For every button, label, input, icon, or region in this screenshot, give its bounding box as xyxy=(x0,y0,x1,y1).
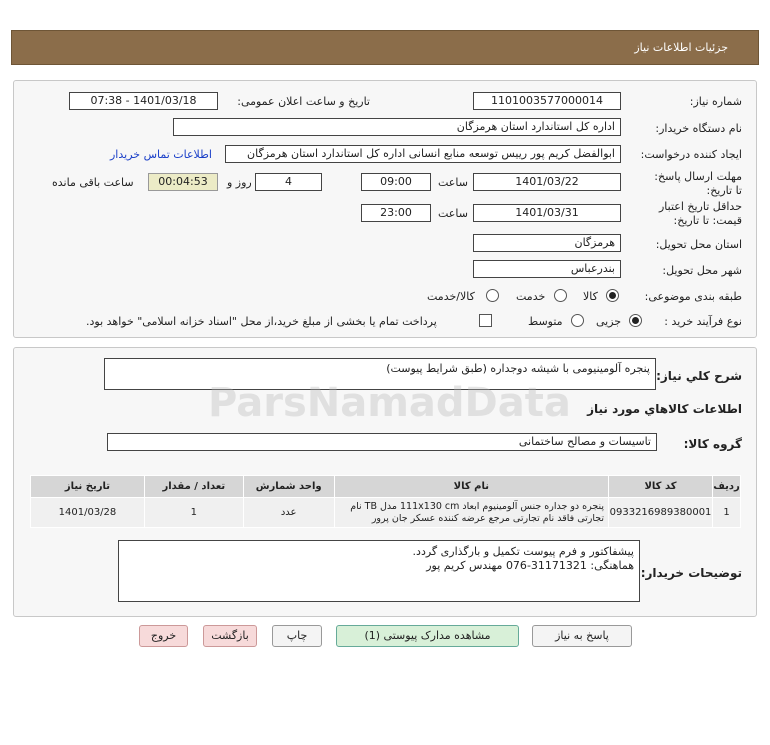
cell-unit: عدد xyxy=(243,498,334,528)
contact-info-link[interactable]: اطلاعات تماس خریدار xyxy=(110,148,212,161)
attachments-button[interactable]: مشاهده مدارک پیوستی (1) xyxy=(336,625,519,647)
category-option-service: خدمت xyxy=(516,290,546,303)
goods-group-label: گروه کالا: xyxy=(683,437,742,451)
buyer-org-label: نام دستگاه خریدار: xyxy=(655,122,742,135)
print-button[interactable]: چاپ xyxy=(272,625,322,647)
back-button[interactable]: بازگشت xyxy=(203,625,257,647)
process-radio-minor[interactable] xyxy=(629,314,642,327)
col-code: کد کالا xyxy=(609,476,713,498)
goods-group-field: تاسیسات و مصالح ساختمانی xyxy=(107,433,657,451)
buyer-notes-line-1: پیشفاکتور و فرم پیوست تکمیل و بارگذاری گردد. xyxy=(412,545,634,558)
buyer-notes-label: توضیحات خریدار: xyxy=(640,566,742,580)
category-option-goods: کالا xyxy=(583,290,598,303)
process-option-medium: متوسط xyxy=(528,315,563,328)
table-header-row xyxy=(31,476,741,498)
col-unit: واحد شمارش xyxy=(243,476,334,498)
category-radio-both[interactable] xyxy=(486,289,499,302)
creator-field: ابوالفضل کریم پور رییس توسعه منابع انسانی اداره کل استاندارد استان هرمزگان xyxy=(225,145,621,163)
reply-time-label: ساعت xyxy=(438,176,468,189)
buyer-notes-field xyxy=(118,540,640,602)
cell-date: 1401/03/28 xyxy=(31,498,145,528)
days-field: 4 xyxy=(255,173,322,191)
creator-label: ایجاد کننده درخواست: xyxy=(640,148,742,161)
watermark: ParsNamadData xyxy=(208,380,571,426)
province-field: هرمزگان xyxy=(473,234,621,252)
treasury-payment-note: پرداخت تمام یا بخشی از مبلغ خرید،از محل "اسناد خزانه اسلامی" خواهد بود. xyxy=(86,315,437,328)
col-row: ردیف xyxy=(713,476,741,498)
cell-code: 0933216989380001 xyxy=(609,498,713,528)
treasury-payment-checkbox[interactable] xyxy=(479,314,492,327)
items-section-title: اطلاعات کالاهاي مورد نياز xyxy=(587,402,742,416)
category-option-both: کالا/خدمت xyxy=(427,290,475,303)
cell-qty: 1 xyxy=(144,498,243,528)
city-field: بندرعباس xyxy=(473,260,621,278)
announce-field: 1401/03/18 - 07:38 xyxy=(69,92,218,110)
days-label: روز و xyxy=(227,176,252,189)
validity-time-field: 23:00 xyxy=(361,204,431,222)
col-qty: تعداد / مقدار xyxy=(144,476,243,498)
page-title: جزئیات اطلاعات نیاز xyxy=(634,41,728,54)
reply-date-field: 1401/03/22 xyxy=(473,173,621,191)
col-name: نام کالا xyxy=(334,476,608,498)
category-radio-service[interactable] xyxy=(554,289,567,302)
need-number-field: 1101003577000014 xyxy=(473,92,621,110)
reply-time-field: 09:00 xyxy=(361,173,431,191)
cell-name: پنجره دو جداره جنس آلومینیوم ابعاد 111x130 cm مدل TB نام تجارتی فاقد نام تجارتی مرجع عرضه کننده عسکر جان پرور xyxy=(334,498,608,528)
process-option-minor: جزیی xyxy=(596,315,622,328)
price-validity-label: حداقل تاریخ اعتبار قیمت: تا تاریخ: xyxy=(658,200,742,227)
table-row[interactable] xyxy=(31,498,741,528)
page-header xyxy=(11,30,759,65)
category-label: طبقه بندی موضوعی: xyxy=(644,290,742,303)
buyer-org-field: اداره کل استاندارد استان هرمزگان xyxy=(173,118,621,136)
remaining-label: ساعت باقی مانده xyxy=(52,176,134,189)
items-table xyxy=(30,475,741,528)
col-date: تاریخ نیاز xyxy=(31,476,145,498)
validity-date-field: 1401/03/31 xyxy=(473,204,621,222)
exit-button[interactable]: خروج xyxy=(139,625,188,647)
province-label: استان محل تحویل: xyxy=(655,238,742,251)
buyer-notes-line-2: هماهنگی: 31171321-076 مهندس کریم پور xyxy=(426,559,634,572)
city-label: شهر محل تحویل: xyxy=(662,264,742,277)
cell-row: 1 xyxy=(713,498,741,528)
process-label: نوع فرآیند خرید : xyxy=(664,315,742,328)
summary-field: پنجره آلومینیومی با شیشه دوجداره (طبق شرایط پیوست) xyxy=(104,358,656,390)
remaining-time-field: 00:04:53 xyxy=(148,173,218,191)
announce-label: تاریخ و ساعت اعلان عمومی: xyxy=(237,95,370,108)
summary-label: شرح کلي نياز: xyxy=(656,369,742,383)
category-radio-goods[interactable] xyxy=(606,289,619,302)
process-radio-medium[interactable] xyxy=(571,314,584,327)
validity-time-label: ساعت xyxy=(438,207,468,220)
need-number-label: شماره نیاز: xyxy=(689,95,742,108)
reply-button[interactable]: پاسخ به نیاز xyxy=(532,625,632,647)
reply-deadline-label: مهلت ارسال پاسخ: تا تاریخ: xyxy=(654,170,742,197)
